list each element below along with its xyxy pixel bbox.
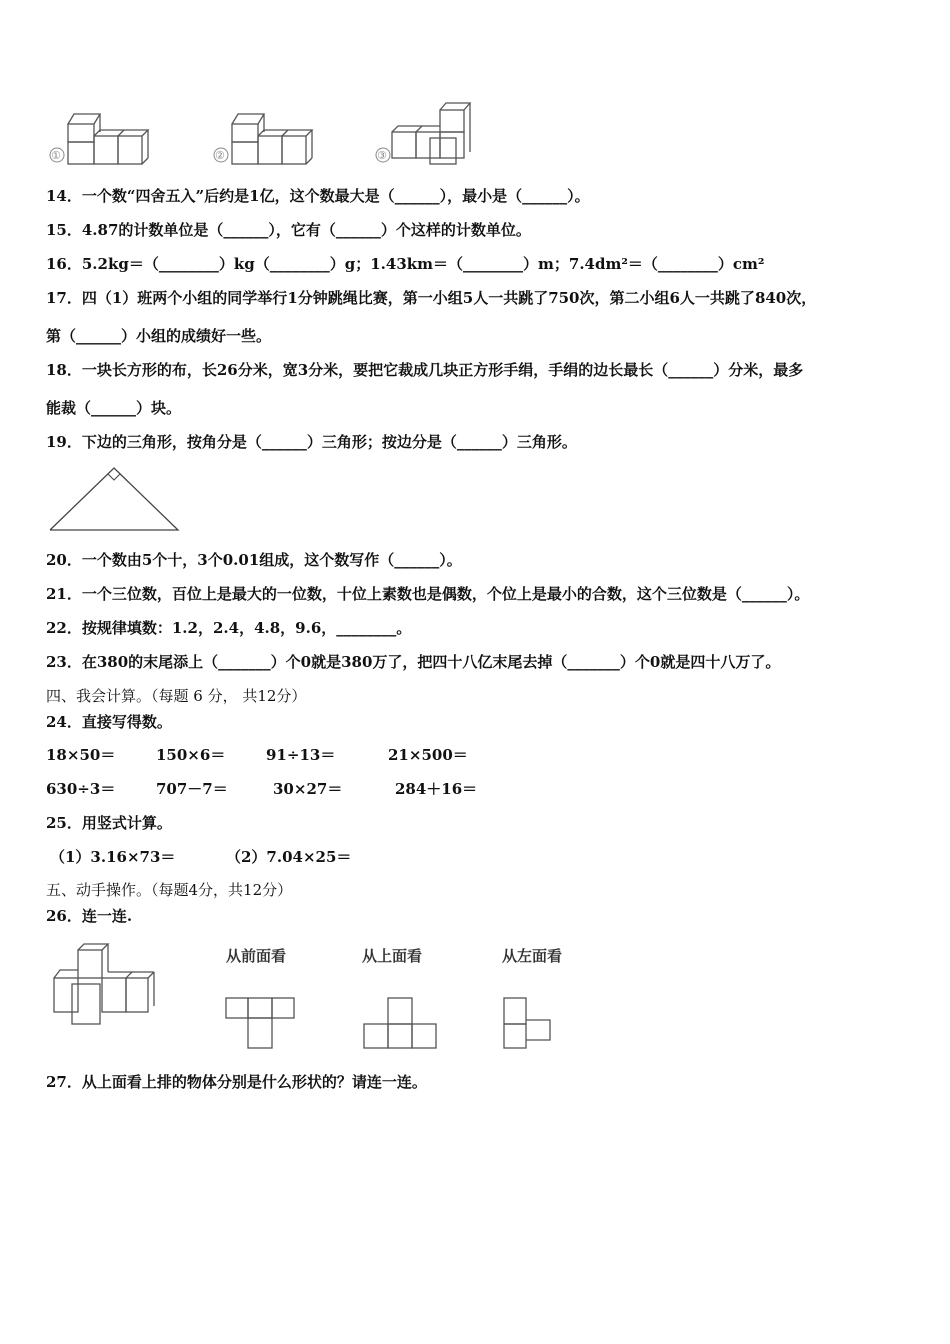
question-23: 23．在380的末尾添上（_______）个0就是380万了，把四十八亿末尾去掉（_______）个0就是四十八万了。 xyxy=(46,653,781,671)
question-15: 15．4.87的计数单位是（______），它有（______）个这样的计数单位。 xyxy=(46,221,531,239)
question-21: 21．一个三位数，百位上是最大的一位数，十位上素数也是偶数，个位上是最小的合数，这个三位数是（______）。 xyxy=(46,585,810,603)
view-shape-front xyxy=(224,994,324,1054)
question-25: 25．用竖式计算。 xyxy=(46,814,172,832)
question-18-line-1: 18．一块长方形的布，长26分米，宽3分米，要把它裁成几块正方形手绢，手绢的边长最长（______）分米，最多 xyxy=(46,361,804,379)
calc-item: （1）3.16×73＝ xyxy=(50,848,176,866)
section-5-title: 五、动手操作。（每题4分，共12分） xyxy=(46,881,293,899)
view-shape-top xyxy=(362,994,462,1054)
calc-item: （2）7.04×25＝ xyxy=(226,848,352,866)
calc-item: 30×27＝ xyxy=(273,780,343,798)
question-24: 24．直接写得数。 xyxy=(46,713,172,731)
calc-item: 630÷3＝ xyxy=(46,780,116,798)
cube-figure-1 xyxy=(46,100,166,170)
calc-item: 91÷13＝ xyxy=(266,746,336,764)
question-17-line-1: 17．四（1）班两个小组的同学举行1分钟跳绳比赛，第一小组5人一共跳了750次，第二小组6人一共跳了840次， xyxy=(46,289,817,307)
question-20: 20．一个数由5个十，3个0.01组成，这个数写作（______）。 xyxy=(46,551,462,569)
calc-item: 150×6＝ xyxy=(156,746,226,764)
cube-figure-3 xyxy=(372,100,512,170)
question-27: 27．从上面看上排的物体分别是什么形状的？请连一连。 xyxy=(46,1073,427,1091)
cube-figure-2 xyxy=(210,100,330,170)
calc-item: 284＋16＝ xyxy=(395,780,478,798)
figure-label-2: ② xyxy=(215,149,225,162)
figure-label-3: ③ xyxy=(377,149,387,162)
question-18-line-2: 能裁（______）块。 xyxy=(46,399,182,417)
cube-stack-figure xyxy=(50,940,160,1030)
view-shape-left xyxy=(502,994,582,1054)
view-label-top: 从上面看 xyxy=(362,947,423,965)
right-isosceles-triangle xyxy=(46,462,186,562)
question-26: 26．连一连. xyxy=(46,907,133,925)
view-label-left: 从左面看 xyxy=(502,947,563,965)
figure-label-1: ① xyxy=(51,149,61,162)
question-17-line-2: 第（______）小组的成绩好一些。 xyxy=(46,327,272,345)
calc-item: 707－7＝ xyxy=(156,780,228,798)
section-4-title: 四、我会计算。（每题 6 分， 共12分） xyxy=(46,687,307,705)
calc-item: 18×50＝ xyxy=(46,746,116,764)
view-label-front: 从前面看 xyxy=(226,947,287,965)
calc-item: 21×500＝ xyxy=(388,746,468,764)
question-16: 16．5.2kg＝（________）kg（________）g；1.43km＝（________）m；7.4dm²＝（________）cm² xyxy=(46,255,765,273)
question-19: 19．下边的三角形，按角分是（______）三角形；按边分是（______）三角形。 xyxy=(46,433,577,451)
question-14: 14．一个数“四舍五入”后约是1亿，这个数最大是（______），最小是（______）。 xyxy=(46,187,590,205)
question-22: 22．按规律填数：1.2，2.4，4.8，9.6，________。 xyxy=(46,619,412,637)
